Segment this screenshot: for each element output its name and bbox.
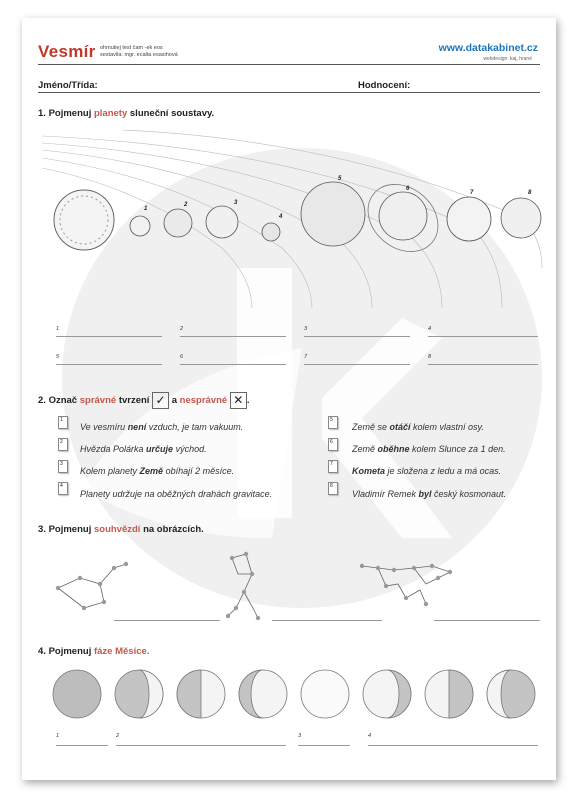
q2-mid: tvrzení [118,395,150,407]
constellation-answer-3[interactable] [434,620,540,621]
header-divider [38,64,540,65]
q1-heading [38,108,214,119]
planet-2-icon [164,209,192,237]
subtitle-line-2: sestavila: mgr. ecalta esasihová [100,52,178,58]
site-brand: datakabinet [465,42,524,54]
planet-4-icon [262,223,280,241]
moon-phase-2-icon [115,670,163,718]
planet-answer-7[interactable] [304,364,410,365]
planet-answer-2[interactable] [180,336,286,337]
q3-number: 3. [38,524,46,535]
q1-highlight: planety [93,108,128,119]
q2-end: . [246,395,250,407]
q4-highlight: fáze Měsíce. [93,646,150,657]
planet-1-icon [130,216,150,236]
statement-8: Vladimír Remek byl český kosmonaut. [352,489,507,499]
statement-checkbox-5[interactable]: 5 [328,416,338,429]
moon-phase-1-icon [53,670,101,718]
moon-answer-2[interactable] [116,745,286,746]
statement-checkbox-3[interactable]: 3 [58,460,68,473]
planet-answer-3[interactable] [304,336,410,337]
statement-checkbox-2[interactable]: 2 [58,438,68,451]
statement-5: Země se otáčí kolem vlastní osy. [352,422,484,432]
planet-blank-number-4: 4 [428,326,432,332]
planet-answer-1[interactable] [56,336,162,337]
moon-answer-1[interactable] [56,745,108,746]
moon-phase-6-icon [363,670,411,718]
planet-answer-4[interactable] [428,336,538,337]
planet-blank-number-8: 8 [428,354,432,360]
planet-blank-number-6: 6 [180,354,184,360]
q2-and: a [171,395,178,407]
constellations-illustration [22,546,556,626]
statement-2: Hvězda Polárka určuje východ. [80,444,207,454]
q4-heading [38,646,149,657]
planet-blank-number-2: 2 [180,326,184,332]
planet-answer-6[interactable] [180,364,286,365]
planet-number-3: 3 [234,200,238,206]
q3-highlight: souhvězdí [93,524,141,535]
worksheet-title: Vesmír [38,42,96,61]
planet-answer-5[interactable] [56,364,162,365]
site-subtitle: webdesign: kaj, hrané [483,56,532,62]
sun-icon [54,190,114,250]
statement-checkbox-7[interactable]: 7 [328,460,338,473]
moon-phase-5-icon [301,670,349,718]
moon-answer-3[interactable] [298,745,350,746]
q2-wrong-word: nesprávné [179,395,228,407]
planet-5-icon [301,182,365,246]
q3-heading [38,524,204,535]
subtitle-line-1: ohmutiej test čam -ek eos [100,45,163,51]
worksheet-page [22,18,556,780]
score-label: Hodnocení: [358,80,411,91]
q1-post: sluneční soustavy. [129,108,215,119]
solar-system-illustration [22,128,556,308]
planet-number-4: 4 [279,214,283,220]
planet-blank-number-1: 1 [56,326,60,332]
statement-7: Kometa je složena z ledu a má ocas. [352,466,502,476]
q3-post: na obrázcích. [143,524,204,535]
constellation-3-lines [362,566,450,572]
site-prefix: www. [438,42,466,54]
planet-number-5: 5 [338,176,342,182]
moon-blank-number-3: 3 [298,733,302,739]
planet-number-6: 6 [406,186,410,192]
planet-blank-number-5: 5 [56,354,60,360]
constellation-2-lines [228,554,252,616]
worksheet-subtitle [100,45,178,59]
constellation-1-lines [58,578,104,608]
q4-pre: Pojmenuj [48,646,92,657]
name-label: Jméno/Třída: [38,80,98,91]
statement-checkbox-6[interactable]: 6 [328,438,338,451]
moon-phases-illustration [22,664,556,728]
planet-blank-number-7: 7 [304,354,308,360]
moon-phase-4-icon [239,670,287,718]
planet-number-1: 1 [144,206,148,212]
planet-blank-number-3: 3 [304,326,308,332]
planet-number-7: 7 [470,190,474,196]
planet-8-icon [501,198,541,238]
planet-answer-8[interactable] [428,364,538,365]
q2-number: 2. [38,395,46,407]
planet-number-2: 2 [184,202,188,208]
site-suffix: .cz [523,42,538,54]
statement-4: Planety udržuje na oběžných drahách gravitace. [80,489,273,499]
q2-pre: Označ [48,395,78,407]
moon-phase-8-icon [487,670,535,718]
moon-phase-7-icon [425,670,473,718]
site-link[interactable] [439,42,538,54]
planet-3-icon [206,206,238,238]
planet-6-icon [355,171,452,266]
planet-number-8: 8 [528,190,532,196]
moon-blank-number-2: 2 [116,733,120,739]
q3-pre: Pojmenuj [48,524,92,535]
moon-answer-4[interactable] [368,745,538,746]
statement-6: Země oběhne kolem Slunce za 1 den. [352,444,506,454]
q1-number: 1. [38,108,46,119]
statement-checkbox-8[interactable]: 8 [328,482,338,495]
q2-heading [38,392,249,409]
statement-1: Ve vesmíru není vzduch, je tam vakuum. [80,422,244,432]
q1-pre: Pojmenuj [48,108,92,119]
moon-phase-3-icon [177,670,225,718]
constellation-answer-1[interactable] [114,620,220,621]
check-icon: ✓ [152,392,169,409]
planet-7-icon [447,197,491,241]
moon-blank-number-1: 1 [56,733,60,739]
constellation-answer-2[interactable] [272,620,382,621]
name-field-line[interactable] [38,92,540,93]
statement-checkbox-4[interactable]: 4 [58,482,68,495]
statement-checkbox-1[interactable]: 1 [58,416,68,429]
statement-3: Kolem planety Země obíhají 2 měsíce. [80,466,235,476]
q2-correct-word: správné [79,395,117,407]
moon-blank-number-4: 4 [368,733,372,739]
q4-number: 4. [38,646,46,657]
cross-icon: ✕ [230,392,247,409]
